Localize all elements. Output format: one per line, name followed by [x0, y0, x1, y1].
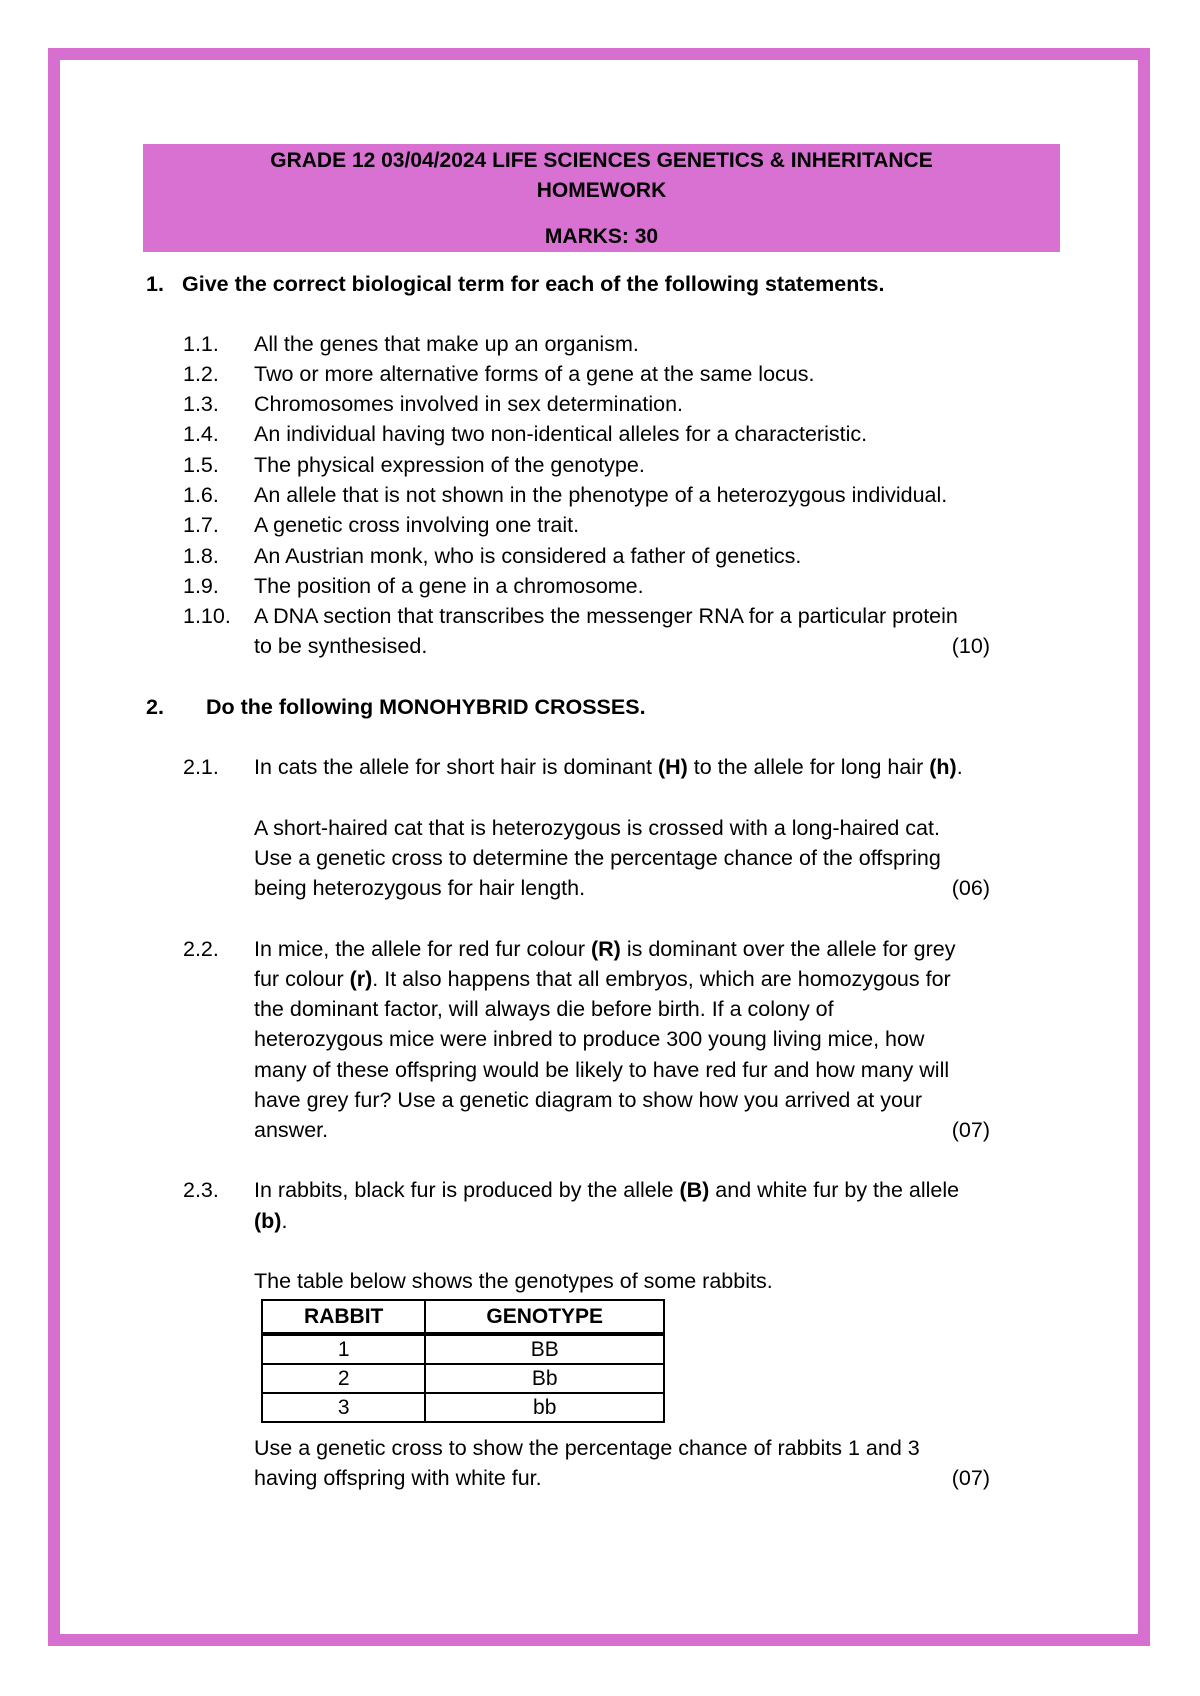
q1-item-number: 1.5. [183, 453, 219, 477]
q1-item-number: 1.1. [183, 332, 219, 356]
genotype-table [261, 1299, 665, 1423]
q2-2-text-line: many of these offspring would be likely to have red fur and how many will [254, 1058, 950, 1082]
q2-2-number: 2.2. [183, 937, 219, 961]
q2-2-text-line: have grey fur? Use a genetic diagram to show how you arrived at your [254, 1088, 923, 1112]
table-row [262, 1393, 664, 1422]
q2-3-text-line: (b). [254, 1209, 288, 1233]
q1-item-text: All the genes that make up an organism. [254, 332, 639, 356]
q2-2-text-line: In mice, the allele for red fur colour (R) is dominant over the allele for grey [254, 937, 956, 961]
q1-item-number: 1.4. [183, 422, 219, 446]
q1-item-number: 1.8. [183, 544, 219, 568]
q1-item-number: 1.6. [183, 483, 219, 507]
table-header-genotype: GENOTYPE [425, 1300, 664, 1334]
total-marks: MARKS: 30 [544, 225, 659, 248]
q2-2-text-line: heterozygous mice were inbred to produce 300 young living mice, how [254, 1027, 925, 1051]
q1-marks: (10) [951, 634, 990, 658]
q1-item-number: 1.7. [183, 513, 219, 537]
q1-item-text: An allele that is not shown in the phenotype of a heterozygous individual. [254, 483, 948, 507]
table-header-row [262, 1300, 664, 1334]
table-cell: 2 [262, 1364, 425, 1393]
table-cell: 3 [262, 1393, 425, 1422]
q1-item-number: 1.10. [183, 604, 231, 628]
title-banner [143, 144, 1060, 252]
table-cell: bb [425, 1393, 664, 1422]
q1-item-text: A DNA section that transcribes the messenger RNA for a particular protein [254, 604, 958, 628]
q2-1-text-line: Use a genetic cross to determine the percentage chance of the offspring [254, 846, 941, 870]
q2-1-statement: In cats the allele for short hair is dominant (H) to the allele for long hair (h). [254, 755, 963, 779]
q1-item-text: Chromosomes involved in sex determination. [254, 392, 684, 416]
q2-3-text-line: having offspring with white fur. [254, 1466, 542, 1490]
q2-3-number: 2.3. [183, 1178, 219, 1202]
q2-3-table-intro: The table below shows the genotypes of some rabbits. [254, 1269, 773, 1293]
q2-number: 2. [146, 695, 164, 719]
q1-item-number: 1.9. [183, 574, 219, 598]
table-row [262, 1364, 664, 1393]
q2-2-marks: (07) [951, 1118, 990, 1142]
table-cell: 1 [262, 1334, 425, 1364]
q1-item-text: An individual having two non-identical alleles for a characteristic. [254, 422, 868, 446]
q2-1-number: 2.1. [183, 755, 219, 779]
q1-number: 1. [146, 272, 164, 296]
q2-3-text-line: In rabbits, black fur is produced by the allele (B) and white fur by the allele [254, 1178, 960, 1202]
q1-item-text: The physical expression of the genotype. [254, 453, 645, 477]
q2-1-text-line: A short-haired cat that is heterozygous is crossed with a long-haired cat. [254, 816, 940, 840]
q1-item-number: 1.3. [183, 392, 219, 416]
q2-title: Do the following MONOHYBRID CROSSES. [206, 695, 646, 719]
q1-item-text: Two or more alternative forms of a gene at the same locus. [254, 362, 815, 386]
q1-item-text: A genetic cross involving one trait. [254, 513, 580, 537]
q2-3-marks: (07) [951, 1466, 990, 1490]
q2-3-text-line: Use a genetic cross to show the percentage chance of rabbits 1 and 3 [254, 1436, 920, 1460]
q1-title: Give the correct biological term for each of the following statements. [182, 272, 885, 296]
q2-2-text-line: answer. [254, 1118, 329, 1142]
table-cell: Bb [425, 1364, 664, 1393]
q2-1-text-line: being heterozygous for hair length. [254, 876, 586, 900]
q1-item-text: The position of a gene in a chromosome. [254, 574, 644, 598]
q2-2-text-line: fur colour (r). It also happens that all embryos, which are homozygous for [254, 967, 951, 991]
q1-item-number: 1.2. [183, 362, 219, 386]
title-line-1: GRADE 12 03/04/2024 LIFE SCIENCES GENETICS & INHERITANCE [270, 149, 933, 172]
q1-item-text: An Austrian monk, who is considered a father of genetics. [254, 544, 802, 568]
table-cell: BB [425, 1334, 664, 1364]
table-row [262, 1334, 664, 1364]
title-line-2: HOMEWORK [536, 179, 667, 202]
q2-2-text-line: the dominant factor, will always die before birth. If a colony of [254, 997, 834, 1021]
q1-item-text-continued: to be synthesised. [254, 634, 428, 658]
q2-1-marks: (06) [951, 876, 990, 900]
table-header-rabbit: RABBIT [262, 1300, 425, 1334]
